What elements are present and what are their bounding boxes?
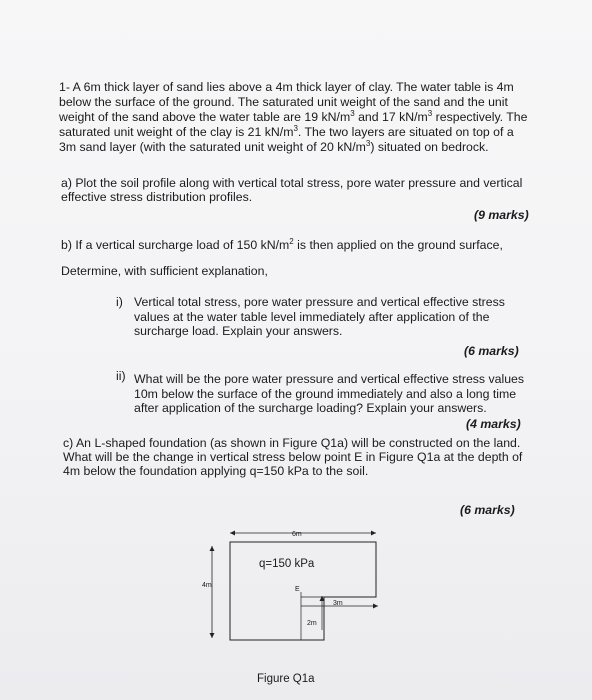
part-c-line-2: What will be the change in vertical stress below point E in Figure Q1a at the depth of xyxy=(63,450,523,464)
figure-load-label: q=150 kPa xyxy=(259,558,315,570)
part-b-ii-line-2: 10m below the surface of the ground immediately and also a long time xyxy=(134,387,517,401)
part-b-line: b) If a vertical surcharge load of 150 $kN/m^2$ is then applied on the ground surface, xyxy=(61,237,503,252)
intro-line-3: weight of the sand above the water table are 19 $kN/m^3$ and 17 $kN/m^3$ respectively. The xyxy=(59,109,528,124)
intro-line-2: below the surface of the ground. The saturated unit weight of the sand and the unit xyxy=(59,95,508,109)
part-c-line-1: c) An L-shaped foundation (as shown in Figure Q1a) will be constructed on the land. xyxy=(63,436,521,450)
intro-line-1: 1- A 6m thick layer of sand lies above a 4m thick layer of clay. The water table is 4m xyxy=(59,80,514,94)
part-b-ii-line-1: What will be the pore water pressure and vertical effective stress values xyxy=(134,372,525,386)
part-b-i-line-1: Vertical total stress, pore water pressure and vertical effective stress xyxy=(134,295,505,309)
figure-point-e: E xyxy=(295,586,300,593)
figure-label-6m: 6m xyxy=(292,531,302,538)
part-c-line-3: 4m below the foundation applying q=150 kPa to the soil. xyxy=(63,464,369,478)
intro-line-5: 3m sand layer (with the saturated unit weight of 20 $kN/m^3$) situated on bedrock. xyxy=(59,139,489,154)
part-a-line-2: effective stress distribution profiles. xyxy=(61,190,253,204)
figure-label-2m: 2m xyxy=(307,620,317,627)
figure-caption: Figure Q1a xyxy=(257,673,315,685)
figure-label-4m: 4m xyxy=(202,582,212,589)
part-a-line-1: a) Plot the soil profile along with vertical total stress, pore water pressure and vertical xyxy=(61,176,523,190)
part-b-ii-marks: (4 marks) xyxy=(466,417,521,431)
part-b-ii-number: ii) xyxy=(116,369,126,383)
intro-line-4: saturated unit weight of the clay is 21 $kN/m^3$. The two layers are situated on top of a xyxy=(59,124,514,139)
part-b-ii-line-3: after application of the surcharge loading? Explain your answers. xyxy=(134,401,487,415)
part-b-i-line-3: surcharge load. Explain your answers. xyxy=(134,324,343,338)
figure-label-3m: 3m xyxy=(333,600,343,607)
part-b-i-number: i) xyxy=(116,295,123,309)
part-c-marks: (6 marks) xyxy=(460,503,515,517)
part-b-i-marks: (6 marks) xyxy=(464,344,519,358)
part-a-marks: (9 marks) xyxy=(474,208,529,222)
part-b-i-line-2: values at the water table level immediately after application of the xyxy=(134,310,490,324)
part-b-determine: Determine, with sufficient explanation, xyxy=(61,264,268,278)
